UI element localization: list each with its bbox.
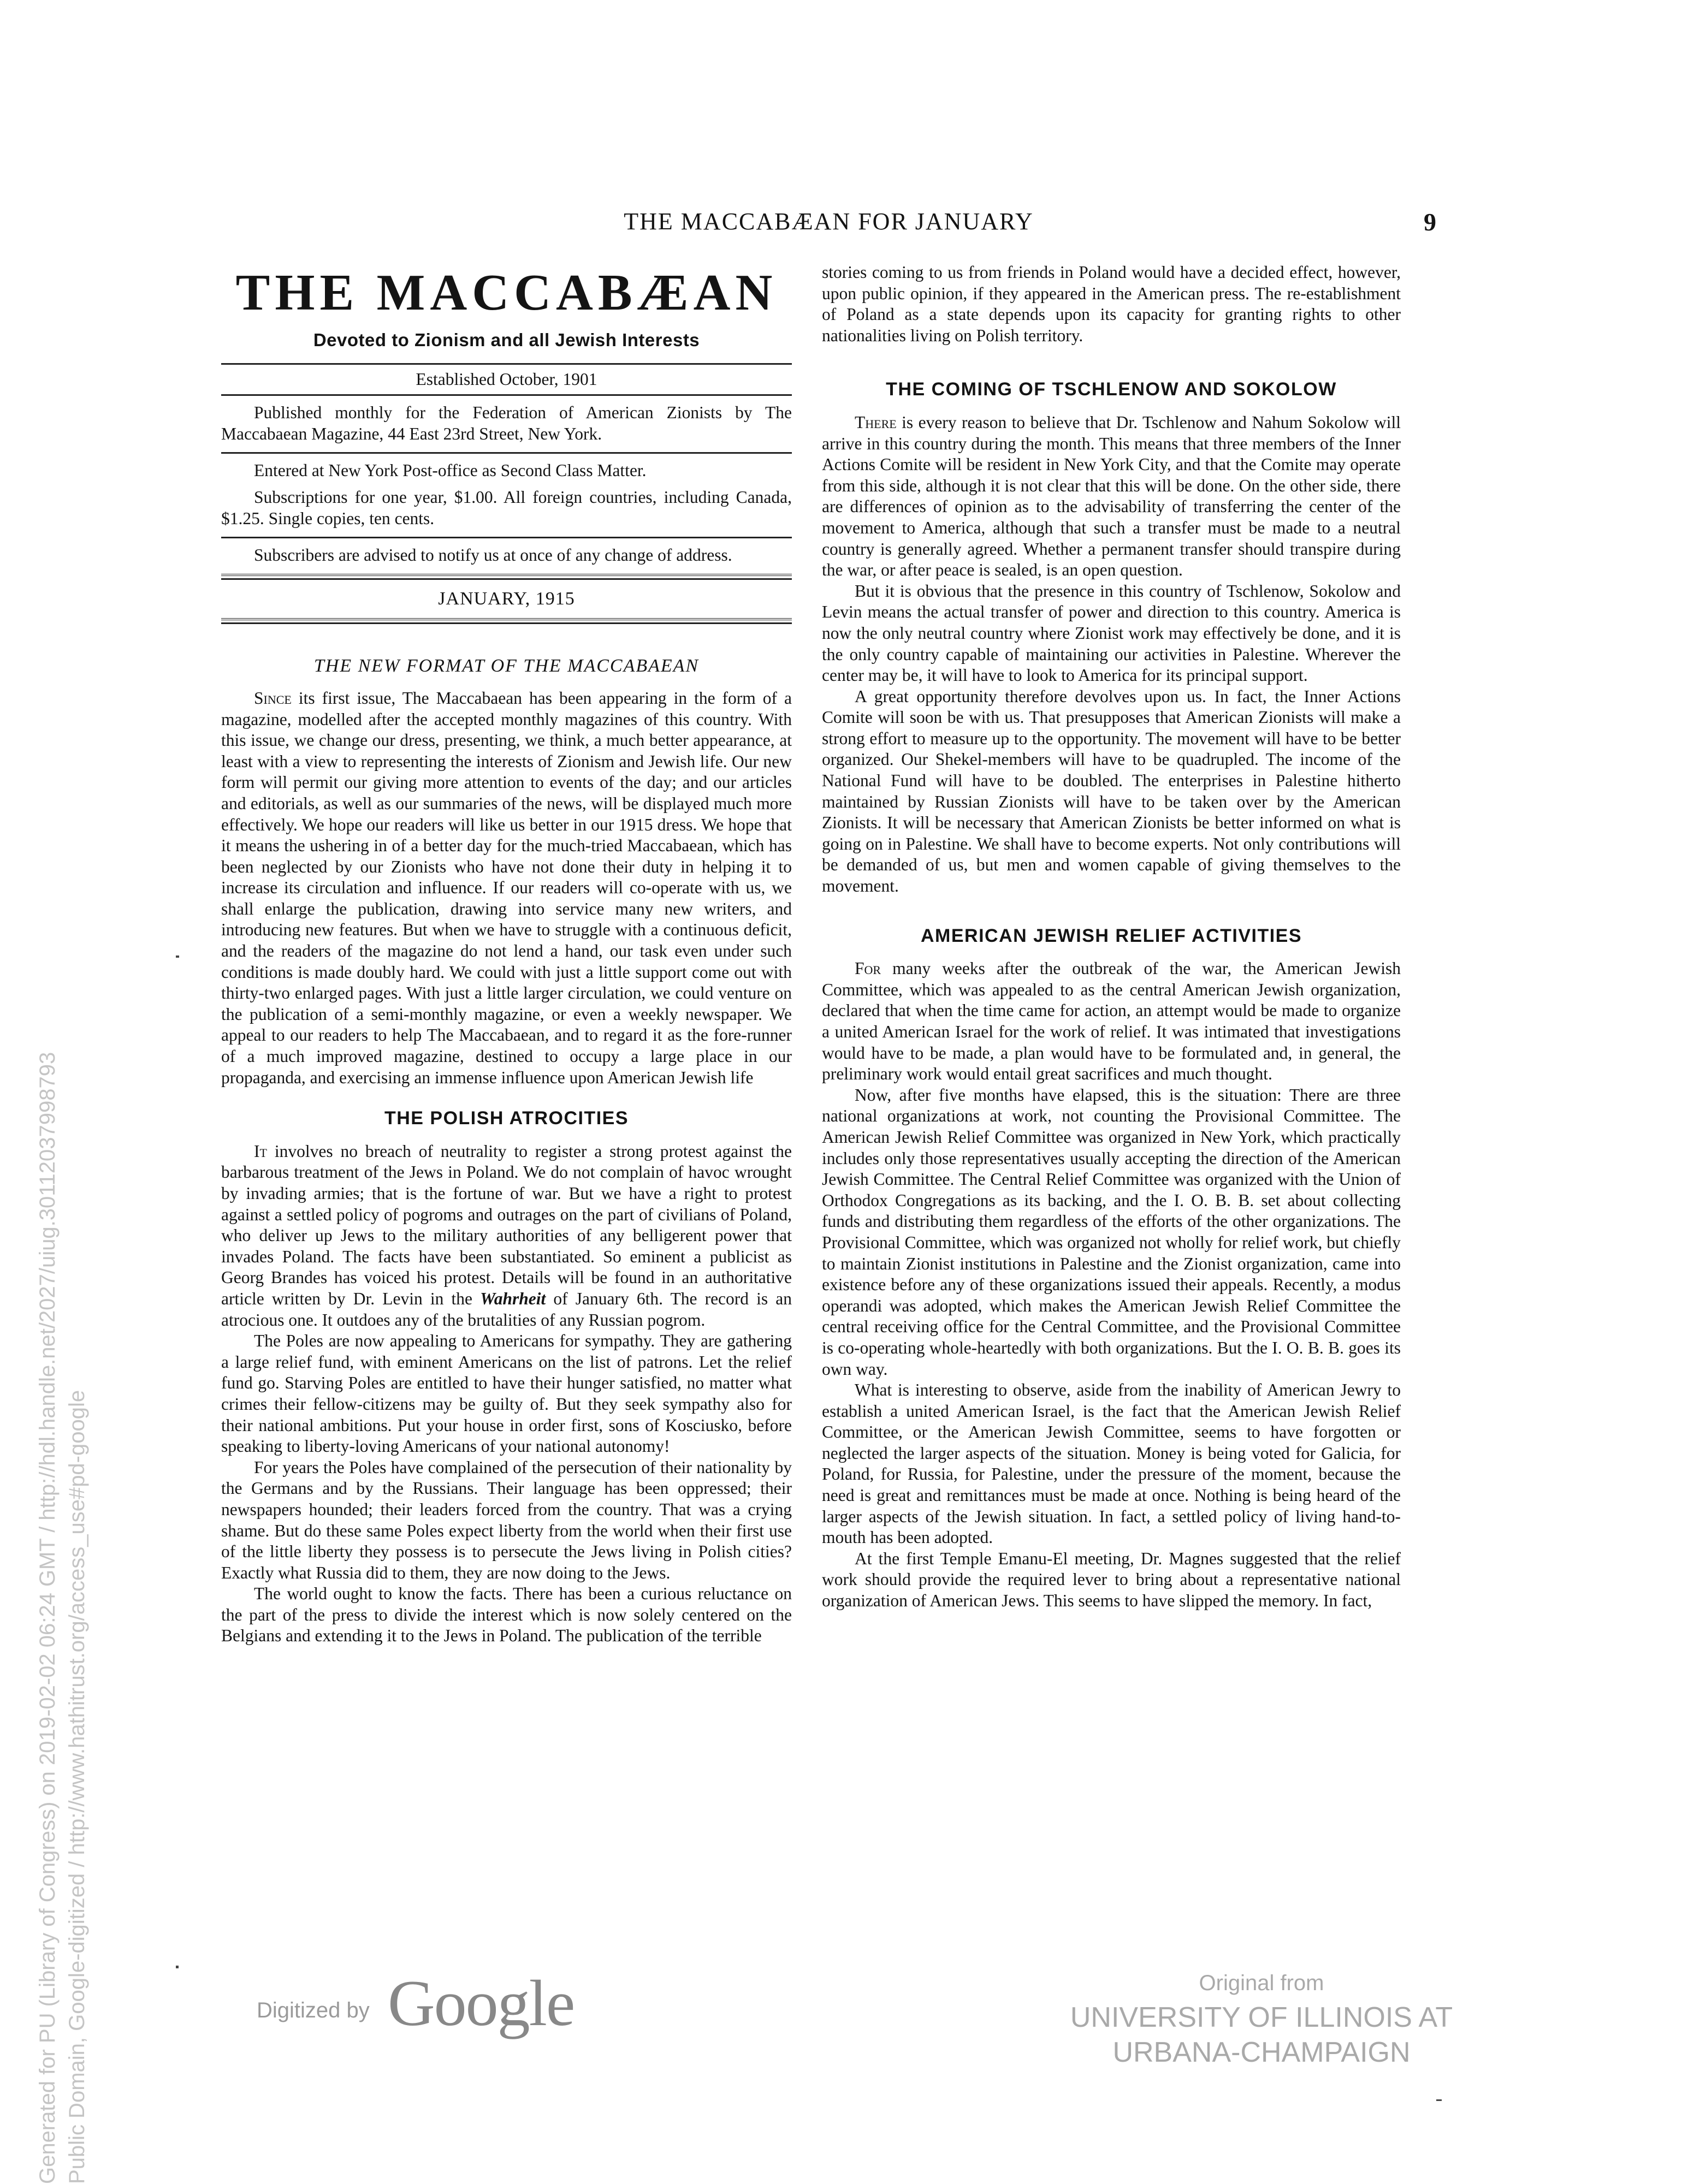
entered-notice: Entered at New York Post-office as Second Class Matter. [254, 461, 647, 480]
article-paragraph: The world ought to know the facts. There has been a curious reluctance on the part of the press to divide the interest which is now solely centered on the Belgians and extending it to the Jews in Poland. The publication of the terrible [221, 1584, 792, 1646]
subscription-rates: Subscriptions for one year, $1.00. All foreign countries, including Canada, $1.25. Single copies, ten cents. [221, 487, 792, 528]
article-paragraph: For years the Poles have complained of the persecution of their nationality by the Germans and by the Russians. Their language has been oppressed; their newspapers hounded; their leaders forced from the country. That was a crying shame. But do these same Poles expect liberty from the world when their first use of the little liberty they possess is to persecute the Jews living in Polish cities? Exactly what Russia did to them, they are now doing to the Jews. [221, 1457, 792, 1582]
subscribers-notice: Subscribers are advised to notify us at once of any change of address. [254, 545, 732, 565]
masthead-title: THE MACCABÆAN [235, 264, 778, 321]
article-paragraph [822, 412, 1401, 581]
hathitrust-side-watermark [33, 655, 92, 2184]
google-logo: Google [388, 1967, 574, 2039]
article-paragraph: A great opportunity therefore devolves upon us. In fact, the Inner Actions Comite will soon be with us. That presupposes that American Zionists will make a strong effort to measure up to the opportunity. The movement will have to be better organized. Our Shekel-members will have to be quadrupled. The income of the National Fund will have to be doubled. The enterprises in Palestine hitherto maintained by Russian Zionists will have to be taken over by the American Zionists. It will be necessary that American Zionists be better informed on what is going on in Palestine. We shall have to become experts. Not only contributions will be demanded of us, but men and women capable of giving themselves to the movement. [822, 686, 1401, 896]
article-heading-relief-activities: AMERICAN JEWISH RELIEF ACTIVITIES [920, 925, 1302, 946]
lead-word: It [254, 1141, 267, 1161]
article-heading-polish-atrocities: THE POLISH ATROCITIES [384, 1108, 629, 1129]
double-rule [221, 618, 792, 624]
paragraph-text: involves no breach of neutrality to register a strong protest against the barbarous treatment of the Jews in Poland. We do not complain of havoc wrought by invading armies; that is the fortune of war. But we have a right to protest against a settled policy of pogroms and outrages on the part of civilians of Poland, who deliver up Jews to the military authorities of any belligerent power that invades Poland. The facts have been substantiated. So eminent a publicist as Georg Brandes has voiced his protest. Details will be found in an authoritative article written by Dr. Levin in the [221, 1141, 792, 1308]
original-from-label: Original from [1199, 1971, 1324, 1995]
watermark-line: Public Domain, Google-digitized / http://www.hathitrust.org/access_use#pd-google [65, 1390, 89, 2184]
print-speck [176, 956, 179, 958]
article-paragraph [221, 688, 792, 1088]
print-speck [176, 1966, 179, 1968]
paragraph-text: of January 6th. The record is an atrocious one. It outdoes any of the brutalities of any Russian pogrom. [221, 1289, 792, 1330]
double-rule [221, 574, 792, 580]
paragraph-text: its first issue, The Maccabaean has been appearing in the form of a magazine, modelled after the accepted monthly magazines of this country. With this issue, we change our dress, presenting, we think, a much better appearance, at least with a view to representing the interests of Zionism and Jewish life. Our new form will permit our giving more attention to events of the day; and our articles and editorials, as well as our summaries of the news, will be displayed much more effectively. We hope our readers will like us better in our 1915 dress. We hope that it means the ushering in of a better day for the much-tried Maccabaean, which has been neglected by our Zionists who have not done their duty in helping it to increase its circulation and influence. If our readers will co-operate with us, we shall enlarge the publication, drawing into service many new writers, and introducing new features. But when we have to struggle with a continuous deficit, and the readers of the magazine do not lend a hand, our task even under such conditions is made doubly hard. We could with just a little support come out with thirty-two enlarged pages. With just a little larger circulation, we could venture on the publication of a semi-monthly magazine, or even a weekly newspaper. We appeal to our readers to help The Maccabaean, and to regard it as the fore-runner of a much improved magazine, destined to occupy a large place in our propaganda, and exercising an immense influence upon American Jewish life [221, 688, 792, 1087]
original-source-watermark [1065, 1971, 1458, 2070]
article-heading-new-format: THE NEW FORMAT OF THE MACCABAEAN [313, 656, 700, 676]
article-paragraph: What is interesting to observe, aside from the inability of American Jewry to establish a united American Israel, is the fact that the American Jewish Relief Committee, or the American Jewish Committee, seems to have forgotten or neglected the larger aspects of the situation. Money is being voted for Galicia, for Poland, for Russia, for Palestine, under the pressure of the moment, because the need is great and remittances must be made at once. Nothing is being heard of the larger aspects of the Jewish situation. In fact, a settled policy of living hand-to-mouth has been adopted. [822, 1380, 1401, 1547]
rule [221, 363, 792, 365]
running-head [221, 207, 1436, 246]
issue-date: JANUARY, 1915 [438, 588, 575, 609]
page-number: 9 [1424, 208, 1436, 236]
published-notice: Published monthly for the Federation of American Zionists by The Maccabaean Magazine, 44 East 23rd Street, New York. [221, 403, 792, 443]
lead-word: For [855, 959, 881, 978]
left-column [221, 259, 792, 1647]
newspaper-name: Wahrheit [480, 1289, 546, 1308]
article-paragraph: At the first Temple Emanu-El meeting, Dr. Magnes suggested that the relief work should provide the required lever to bring about a representative national organization of American Jews. This seems to have slipped the memory. In fact, [822, 1548, 1401, 1611]
paragraph-text: many weeks after the outbreak of the war, the American Jewish Committee, which was appealed to as the central American Jewish organization, declared that when the time came for action, an attempt would be made to organize a united American Israel for the work of relief. It was intimated that investigations would have to be made, a plan would have to be formulated and, in general, the preliminary work would entail great sacrifices and much thought. [822, 959, 1401, 1084]
digitized-by-label: Digitized by [257, 1998, 370, 2022]
university-name: UNIVERSITY OF ILLINOIS AT [1070, 2002, 1453, 2033]
established-line: Established October, 1901 [416, 369, 597, 389]
article-paragraph [822, 958, 1401, 1085]
rule [221, 537, 792, 538]
watermark-line: Generated for PU (Library of Congress) on 2019-02-02 06:24 GMT / http://hdl.handle.net/2027/uiug.30112037998793 [35, 1052, 60, 2184]
print-speck [1436, 2099, 1442, 2101]
masthead-subtitle: Devoted to Zionism and all Jewish Interests [313, 330, 700, 350]
article-paragraph: Now, after five months have elapsed, this is the situation: There are three national organizations at work, not counting the Provisional Committee. The American Jewish Relief Committee was organized in New York, which practically includes only those representatives usually accepting the direction of the American Jewish Committee. The Central Relief Committee was organized with the Union of Orthodox Congregations as its backing, and the I. O. B. B. set about collecting funds and distributing them regardless of the efforts of the other organizations. The Provisional Committee, which was organized not wholly for relief work, but chiefly to maintain Zionist institutions in Palestine and the Zionist organization, came into existence before any of these organizations issued their appeals. Recently, a modus operandi was adopted, which makes the American Jewish Relief Committee the central receiving office for the Central Committee, and the Provisional Committee is co-operating whole-heartedly with both organizations. But the I. O. B. B. goes its own way. [822, 1085, 1401, 1379]
rule [221, 394, 792, 396]
university-name: URBANA-CHAMPAIGN [1112, 2037, 1411, 2068]
article-paragraph-continued: stories coming to us from friends in Poland would have a decided effect, however, upon public opinion, if they appeared in the American press. The re-establishment of Poland as a state depends upon its capacity for granting rights to other nationalities living on Polish territory. [822, 263, 1401, 345]
right-column [822, 262, 1401, 1612]
running-head-title: THE MACCABÆAN FOR JANUARY [624, 208, 1034, 235]
paragraph-text: is every reason to believe that Dr. Tschlenow and Nahum Sokolow will arrive in this country during the month. This means that three members of the Inner Actions Comite will be resident in New York City, and that the Comite may operate from this side, although it is not clear that this will be done. On the other side, there are differences of opinion as to the advisability of transferring the center of the movement to America, although that such a transfer must be made to a neutral country is generally agreed. Whether a permanent transfer should transpire during the war, or after peace is sealed, is an open question. [822, 412, 1401, 580]
article-heading-tschlenow-sokolow: THE COMING OF TSCHLENOW AND SOKOLOW [886, 379, 1337, 400]
lead-word: There [855, 412, 897, 432]
rule [221, 452, 792, 454]
article-paragraph [221, 1141, 792, 1331]
article-paragraph: The Poles are now appealing to Americans for sympathy. They are gathering a large relief fund, with eminent Americans on the list of patrons. Let the relief fund go. Starving Poles are entitled to have their hunger satisfied, no matter what crimes their fellow-citizens may be guilty of. But they seek sympathy also for their national ambitions. Put your house in order first, sons of Kosciusko, before speaking to liberty-loving Americans of your national autonomy! [221, 1331, 792, 1456]
article-paragraph: But it is obvious that the presence in this country of Tschlenow, Sokolow and Levin means the actual transfer of power and direction to this country. America is now the only neutral country where Zionist work may effectively be done, and it is the only country capable of maintaining our activities in Palestine. Wherever the center may be, it will have to look to America for its principal support. [822, 581, 1401, 685]
lead-word: Since [254, 688, 292, 708]
